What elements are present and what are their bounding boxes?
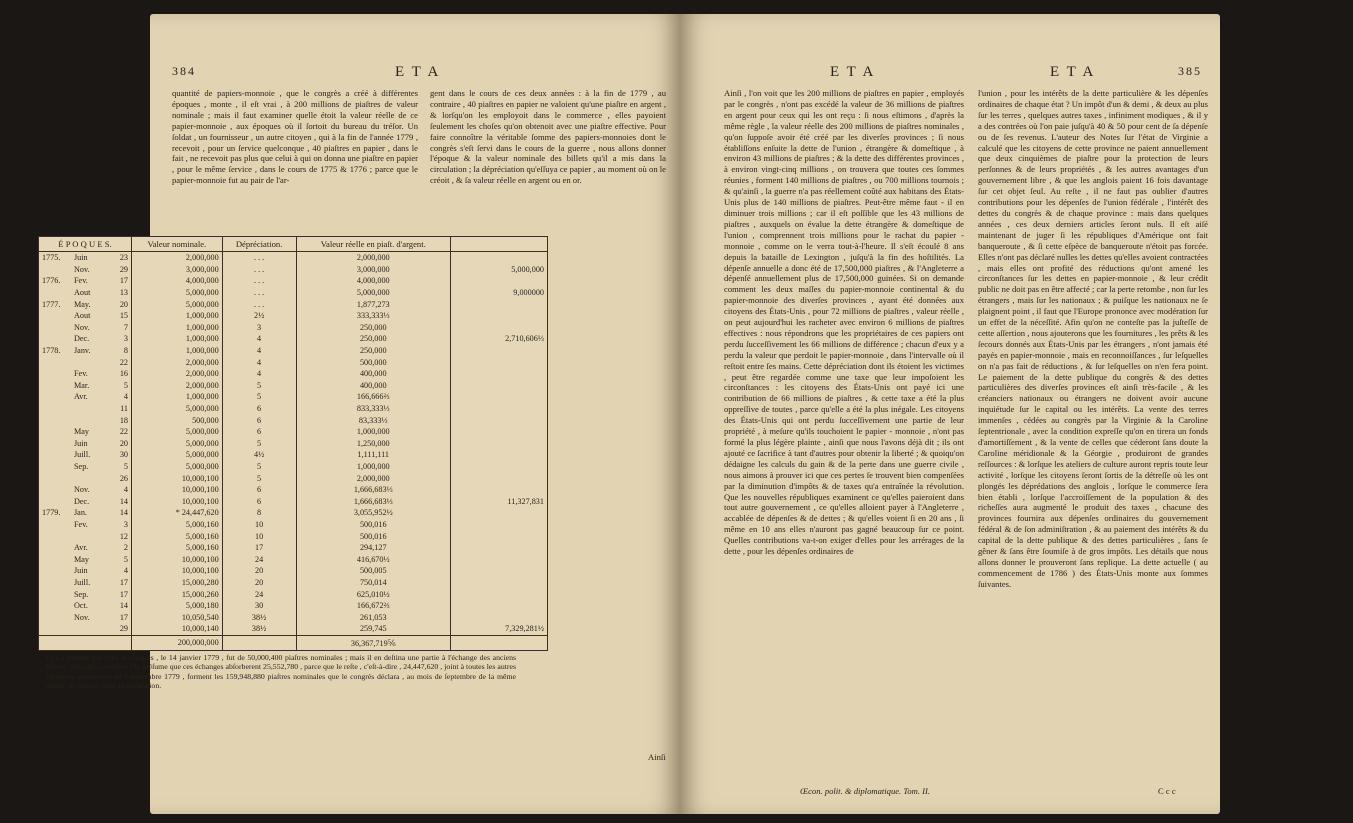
cell-depreciation: 5: [222, 472, 296, 484]
cell-day: 20: [119, 299, 128, 309]
cell-real: 400,000: [296, 380, 450, 392]
cell-real: 1,000,000: [296, 461, 450, 473]
table-row: [39, 414, 548, 426]
cell-real: 1,666,683⅓: [296, 495, 450, 507]
cell-nominal: 2,000,000: [132, 252, 223, 264]
cell-depreciation: 38½: [222, 611, 296, 623]
cell-month: Nov.: [74, 485, 90, 495]
cell-subtotal: [451, 252, 548, 264]
cell-year: [39, 600, 72, 612]
cell-subtotal: [451, 438, 548, 450]
cell-subtotal: [451, 368, 548, 380]
cell-depreciation: 4: [222, 345, 296, 357]
cell-day: 14: [119, 508, 128, 518]
cell-real: 333,333⅓: [296, 310, 450, 322]
text-column-1: [724, 88, 964, 557]
cell-subtotal: 7,329,281½: [451, 623, 548, 635]
cell-day: 4: [123, 485, 128, 495]
cell-year: [39, 461, 72, 473]
table-row: [39, 472, 548, 484]
cell-day: 29: [119, 264, 128, 274]
cell-depreciation: 20: [222, 577, 296, 589]
cell-nominal: 5,000,000: [132, 438, 223, 450]
cell-month: Aout: [74, 288, 91, 298]
cell-nominal: 10,000,140: [132, 623, 223, 635]
footer-title: Œcon. polit. & diplomatique. Tom. II.: [800, 786, 931, 796]
cell-month: Juin: [74, 253, 88, 263]
cell-nominal: 1,000,000: [132, 391, 223, 403]
table-row: [39, 403, 548, 415]
table-row: [39, 380, 548, 392]
cell-month: Fev.: [74, 519, 88, 529]
cell-day: 3: [123, 519, 128, 529]
cell-year: [39, 426, 72, 438]
cell-month: Mar.: [74, 380, 90, 390]
cell-real: 500,000: [296, 356, 450, 368]
cell-month: [71, 414, 103, 426]
cell-depreciation: . . .: [222, 275, 296, 287]
cell-nominal: 5,000,000: [132, 449, 223, 461]
cell-subtotal: [451, 600, 548, 612]
table-row: [39, 264, 548, 276]
cell-year: [39, 588, 72, 600]
cell-real: 625,010½: [296, 588, 450, 600]
cell-real: 261,053: [296, 611, 450, 623]
cell-day: 16: [119, 369, 128, 379]
cell-depreciation: 6: [222, 495, 296, 507]
cell-month: Fev.: [74, 276, 88, 286]
cell-subtotal: 9,000000: [451, 287, 548, 299]
cell-day: 13: [119, 288, 128, 298]
cell-depreciation: . . .: [222, 287, 296, 299]
cell-real: 1,666,683⅓: [296, 484, 450, 496]
table-row: [39, 287, 548, 299]
cell-subtotal: [451, 565, 548, 577]
table-row: [39, 600, 548, 612]
cell-real: 3,000,000: [296, 264, 450, 276]
cell-year: [39, 356, 72, 368]
cell-nominal: 4,000,000: [132, 275, 223, 287]
cell-depreciation: 3: [222, 322, 296, 334]
cell-nominal: 5,000,000: [132, 461, 223, 473]
cell-nominal: * 24,447,620: [132, 507, 223, 519]
cell-subtotal: [451, 310, 548, 322]
cell-nominal: 1,000,000: [132, 310, 223, 322]
cell-real: 250,000: [296, 345, 450, 357]
cell-depreciation: 4: [222, 333, 296, 345]
cell-real: 1,250,000: [296, 438, 450, 450]
cell-real: 1,000,000: [296, 426, 450, 438]
cell-nominal: 2,000,000: [132, 368, 223, 380]
cell-subtotal: 2,710,606⅓: [451, 333, 548, 345]
cell-real: 3,055,952½: [296, 507, 450, 519]
cell-subtotal: 11,327,831: [451, 495, 548, 507]
cell-depreciation: 24: [222, 588, 296, 600]
text-column-2: [430, 88, 666, 186]
cell-day: 5: [123, 461, 128, 471]
cell-real: 166,672⅔: [296, 600, 450, 612]
cell-month: Juill.: [74, 577, 91, 587]
cell-nominal: 5,000,160: [132, 542, 223, 554]
cell-year: 1779.: [39, 507, 72, 519]
cell-real: 4,000,000: [296, 275, 450, 287]
table-row: [39, 611, 548, 623]
table-row: [39, 530, 548, 542]
cell-depreciation: 6: [222, 426, 296, 438]
cell-month: Nov.: [74, 264, 90, 274]
cell-subtotal: [451, 553, 548, 565]
table-row: [39, 565, 548, 577]
cell-year: [39, 403, 72, 415]
table-row: [39, 577, 548, 589]
signature-mark: C c c: [1158, 786, 1176, 796]
cell-day: 12: [119, 531, 128, 541]
cell-nominal: 10,000,100: [132, 484, 223, 496]
table-row: [39, 426, 548, 438]
cell-year: [39, 414, 72, 426]
cell-real: 250,000: [296, 322, 450, 334]
cell-nominal: 2,000,000: [132, 356, 223, 368]
cell-month: Oct.: [74, 601, 88, 611]
running-head-left: E T A: [830, 64, 876, 80]
cell-year: [39, 310, 72, 322]
cell-depreciation: 6: [222, 484, 296, 496]
table-row: [39, 542, 548, 554]
cell-depreciation: 4: [222, 356, 296, 368]
cell-depreciation: 24: [222, 553, 296, 565]
cell-nominal: 1,000,000: [132, 345, 223, 357]
table-row: [39, 391, 548, 403]
cell-day: 23: [119, 253, 128, 263]
cell-year: 1775.: [39, 252, 72, 264]
table-row: [39, 588, 548, 600]
col-header-real: Valeur réelle en piaſt. d'argent.: [296, 237, 450, 252]
table-row: [39, 275, 548, 287]
cell-subtotal: [451, 414, 548, 426]
cell-subtotal: [451, 391, 548, 403]
cell-day: 26: [119, 473, 128, 483]
cell-depreciation: 20: [222, 565, 296, 577]
cell-depreciation: 5: [222, 380, 296, 392]
table-cell: [222, 635, 296, 650]
cell-subtotal: [451, 484, 548, 496]
cell-nominal: 500,000: [132, 414, 223, 426]
cell-month: Juin: [74, 566, 88, 576]
cell-nominal: 5,000,000: [132, 426, 223, 438]
paragraph: quantité de papiers-monnoie , que le congrès a créé à différentes époques , monte , il eſt vrai , à 200 millions de piaſtres de valeur nominale ; mais il faut examiner quelle étoit la valeur réelle de ce papier-monnoie , aux époques où il ſortoit du bureau du tréſor. Un ſoldat , un fournisseur , un autre citoyen , qui à la fin de l'année 1779 , recevoit , pour un ſervice quelconque , 40 piaſtres en papier , dans le fait , ne recevoit pas plus que celui à qui on donna une piaſtre en papier , pour le même ſervice , dans le cours de 1775 & 1776 ; parce que le papier-monnoie fut au pair de l'ar-: [172, 88, 418, 186]
cell-year: [39, 530, 72, 542]
cell-subtotal: [451, 298, 548, 310]
cell-depreciation: 38½: [222, 623, 296, 635]
table-row: [39, 519, 548, 531]
cell-year: [39, 484, 72, 496]
cell-year: 1776.: [39, 275, 72, 287]
cell-subtotal: [451, 472, 548, 484]
cell-month: May.: [74, 299, 91, 309]
cell-day: 30: [119, 450, 128, 460]
cell-year: [39, 577, 72, 589]
cell-subtotal: [451, 380, 548, 392]
cell-day: 8: [123, 346, 128, 356]
table-row: [39, 356, 548, 368]
cell-real: 750,014: [296, 577, 450, 589]
cell-real: 500,016: [296, 530, 450, 542]
cell-month: [71, 472, 103, 484]
cell-subtotal: [451, 426, 548, 438]
col-header-depreciation: Dépréciation.: [222, 237, 296, 252]
cell-depreciation: 4: [222, 368, 296, 380]
cell-month: May: [74, 427, 90, 437]
cell-real: 250,000: [296, 333, 450, 345]
cell-month: Dec.: [74, 334, 90, 344]
cell-day: 20: [119, 438, 128, 448]
cell-month: Dec.: [74, 496, 90, 506]
cell-month: Juill.: [74, 450, 91, 460]
cell-subtotal: [451, 461, 548, 473]
cell-subtotal: [451, 530, 548, 542]
cell-depreciation: 10: [222, 519, 296, 531]
cell-day: 3: [123, 334, 128, 344]
cell-year: [39, 472, 72, 484]
table-row: [39, 322, 548, 334]
cell-nominal: 10,000,100: [132, 495, 223, 507]
col-header-nominal: Valeur nominale.: [132, 237, 223, 252]
paragraph: gent dans le cours de ces deux années : à la fin de 1779 , au contraire , 40 piaſtres en papier ne valoient qu'une piaſtre en argent , & lorſqu'on les employoit dans le commerce , elles payoient ſeulement les choſes qu'on obtenoit avec une piaſtre effective. Pour faire connoître la véritable ſomme des papiers-monnoies dont le congrès s'eſt ſervi dans le cours de la guerre , nous allons donner l'époque & la valeur nominale des billets qu'il a mis dans la circulation ; la dépréciation qu'eſſuya ce papier , au moment où on le créoit , & ſa valeur réelle en argent ou en or.: [430, 88, 666, 186]
table-row: [39, 368, 548, 380]
cell-subtotal: 5,000,000: [451, 264, 548, 276]
cell-real: 2,000,000: [296, 252, 450, 264]
cell-subtotal: [451, 542, 548, 554]
cell-day: 14: [119, 601, 128, 611]
table-row: [39, 507, 548, 519]
cell-real: 500,016: [296, 519, 450, 531]
cell-subtotal: [451, 577, 548, 589]
cell-nominal: 5,000,160: [132, 530, 223, 542]
cell-year: [39, 391, 72, 403]
table-row: [39, 553, 548, 565]
cell-real: 500,005: [296, 565, 450, 577]
cell-year: [39, 495, 72, 507]
cell-real: 5,000,000: [296, 287, 450, 299]
cell-month: Janv.: [74, 346, 91, 356]
total-real: 36,367,719⅚: [296, 635, 450, 650]
page-number: 385: [1178, 64, 1202, 78]
cell-day: 14: [119, 496, 128, 506]
cell-depreciation: 6: [222, 414, 296, 426]
cell-day: 17: [119, 276, 128, 286]
cell-month: Aout: [74, 311, 91, 321]
cell-depreciation: . . .: [222, 264, 296, 276]
footnote: ( ) La ſomme que vota le congrès , le 14 janvier 1779 , fut de 50,000,400 piaſtres nominales ; mais il en deſtina une partie à l'échange des anciens billets , ſans dire combien. On préſume que ces échanges abſorberent 25,552,780 , parce que le reſte , c'eſt-à-dire , 24,447,620 , joint à toutes les autres créations antérieures au 3 ſeptembre 1779 , forment les 159,948,880 piaſtres nominales que le congrès déclara , au mois de ſeptembre de la même année , ſe trouver dans la circulation.: [46, 653, 516, 691]
running-head: E T A: [395, 64, 441, 80]
right-page: [680, 14, 1220, 814]
cell-real: 400,000: [296, 368, 450, 380]
cell-day: 11: [120, 404, 128, 414]
cell-day: 2: [123, 543, 128, 553]
table-row: [39, 310, 548, 322]
cell-depreciation: 30: [222, 600, 296, 612]
cell-year: [39, 542, 72, 554]
cell-nominal: 2,000,000: [132, 380, 223, 392]
table-row: [39, 449, 548, 461]
cell-real: 1,111,111: [296, 449, 450, 461]
cell-day: 22: [119, 427, 128, 437]
cell-month: Sep.: [74, 461, 89, 471]
depreciation-table: [38, 236, 548, 651]
table-total-row: [39, 635, 548, 650]
cell-depreciation: . . .: [222, 252, 296, 264]
cell-year: [39, 623, 72, 635]
cell-year: [39, 449, 72, 461]
cell-depreciation: 2½: [222, 310, 296, 322]
cell-day: 7: [123, 322, 128, 332]
cell-nominal: 10,000,100: [132, 472, 223, 484]
cell-year: [39, 611, 72, 623]
cell-day: 17: [119, 589, 128, 599]
cell-month: Juin: [74, 438, 88, 448]
cell-year: [39, 519, 72, 531]
cell-day: 17: [119, 577, 128, 587]
cell-month: [71, 356, 103, 368]
cell-month: May: [74, 554, 90, 564]
catchword: Ainſi: [648, 752, 666, 762]
table-header: [39, 237, 548, 252]
cell-day: 4: [123, 392, 128, 402]
table-row: [39, 623, 548, 635]
cell-subtotal: [451, 611, 548, 623]
cell-year: [39, 368, 72, 380]
running-head-right: E T A: [1050, 64, 1096, 80]
cell-month: Sep.: [74, 589, 89, 599]
table-cell: [39, 635, 132, 650]
cell-depreciation: 4½: [222, 449, 296, 461]
cell-subtotal: [451, 507, 548, 519]
cell-subtotal: [451, 275, 548, 287]
table-body: [39, 252, 548, 651]
cell-month: [71, 623, 103, 635]
cell-subtotal: [451, 322, 548, 334]
cell-nominal: 10,000,100: [132, 553, 223, 565]
cell-nominal: 5,000,160: [132, 519, 223, 531]
cell-day: 4: [123, 566, 128, 576]
cell-subtotal: [451, 519, 548, 531]
cell-nominal: 5,000,000: [132, 287, 223, 299]
cell-year: [39, 333, 72, 345]
cell-year: [39, 565, 72, 577]
cell-year: [39, 287, 72, 299]
cell-year: [39, 438, 72, 450]
cell-nominal: 5,000,000: [132, 403, 223, 415]
text-column-1: [172, 88, 418, 186]
cell-subtotal: [451, 345, 548, 357]
cell-month: Avr.: [74, 543, 88, 553]
cell-depreciation: 10: [222, 530, 296, 542]
paragraph: l'union , pour les intérêts de la dette particulière & les dépenſes ordinaires de chaque état ? Un impôt d'un & demi , & deux au plus ſur les terres , quelques autres taxes , infiniment modiques , & il y a des contrées où l'on paie juſqu'à 40 & 50 pour cent de ſa dépenſe ou de ſes revenus. L'auteur des Notes ſur l'état de Virginie a calculé que les citoyens de cette province ne paient annuellement que deux cinquièmes de piaſtre pour la protection de leurs perſonnes & de leurs propriétés , & les autres avantages d'un gouvernement libre , & que les anglois paient 16 fois davantage ſur cet objet ſeul. Au reſte , il ne faut pas oublier d'autres contributions pour les dépenſes de l'union fédérale , l'intérêt des dettes du congrès & de chaque province : mais dans quelques années , ces deux derniers articles ſeront nuls. Il eſt aiſé maintenant de juger ſi les républiques d'Amérique ont fait banqueroute , & ſi cette eſpèce de banqueroute n'étoit pas forcée. Elles n'ont pas déclaré nulles les dettes qu'elles avoient contractées , mais elles ont profité des réductions qu'ont amené les circonſtances ſur les dettes en papier-monnoie , & leur crédit public ne doit pas en être affecté ; car la perte retombe , non ſur les étrangers , mais ſur les nationaux ; & puiſque les nationaux ne ſe plaignent point , il faut que l'Europe prononce avec modération ſur un effet de la néceſſité. Afin qu'on ne conteſte pas la juſteſſe de cette aſſertion , nous ajouterons que les fournitures , les prêts & les ſecours donnés aux États-Unis par les étrangers , n'ont jamais été payés en papier-monnoie , mais en reconnoiſſances , ſur leſquelles on n'a pas fait de réductions , & ſur leſquelles on n'en fera point. Le paiement de la dette publique du congrès & des dettes particulières des diverſes provinces eſt ainſi très-facile , & les créanciers nationaux ou étrangers ne doivent avoir aucune inquiétude ſur le capital ou les intérêts. La vente des terres immenſes , cédées au congrès par la Virginie & la Caroline ſeptentrionale , avec la condition expreſſe qu'on en tirera un fonds d'amortiſſement , & la vente de celles que céderont ſans doute la Caroline méridionale & la Géorgie , produiront de grandes reſſources : & lorſque les ateliers de culture auront repris toute leur activité , lorſque les citoyens ſeront ſortis de la détreſſe où les ont plongés les déprédations des anglois , lorſque le commerce ſera bien établi , lorſque l'accroiſſement de la population & des richeſſes aura augmenté le produit des taxes , chacune des provinces fournira aux dépenſes ordinaires du gouvernement fédéral & de ſon adminiſtration , & au paiement des intérêts & du capital de la dette publique & des dettes particulières , ſans ſe gêner & ſans être ſoumiſe à de gros impôts. Les détails que nous allons donner le prouveront ſans replique. La dette actuelle ( au commencement de 1786 ) des États-Unis monte aux ſommes ſuivantes.: [978, 88, 1208, 589]
cell-year: [39, 264, 72, 276]
cell-month: [71, 530, 103, 542]
col-header-subtotal: [451, 237, 548, 252]
cell-year: [39, 553, 72, 565]
cell-real: 833,333⅓: [296, 403, 450, 415]
table-row: [39, 333, 548, 345]
cell-day: 5: [123, 380, 128, 390]
cell-month: [71, 403, 103, 415]
cell-subtotal: [451, 588, 548, 600]
cell-month: Avr.: [74, 392, 88, 402]
cell-day: 17: [119, 612, 128, 622]
cell-depreciation: 6: [222, 403, 296, 415]
cell-depreciation: 8: [222, 507, 296, 519]
cell-day: 5: [123, 554, 128, 564]
cell-subtotal: [451, 449, 548, 461]
cell-month: Nov.: [74, 322, 90, 332]
cell-real: 259,745: [296, 623, 450, 635]
cell-nominal: 15,000,280: [132, 577, 223, 589]
cell-real: 83,333⅓: [296, 414, 450, 426]
text-column-2: [978, 88, 1208, 590]
cell-subtotal: [451, 356, 548, 368]
cell-real: 2,000,000: [296, 472, 450, 484]
cell-nominal: 5,000,000: [132, 298, 223, 310]
table-cell: [451, 635, 548, 650]
table-row: [39, 438, 548, 450]
cell-year: 1778.: [39, 345, 72, 357]
cell-day: 29: [119, 624, 128, 634]
cell-nominal: 10,050,540: [132, 611, 223, 623]
cell-nominal: 1,000,000: [132, 322, 223, 334]
table-row: [39, 495, 548, 507]
cell-nominal: 3,000,000: [132, 264, 223, 276]
cell-real: 294,127: [296, 542, 450, 554]
table-row: [39, 461, 548, 473]
cell-nominal: 1,000,000: [132, 333, 223, 345]
table-row: [39, 345, 548, 357]
col-header-epoques: É P O Q U E S.: [39, 237, 132, 252]
cell-nominal: 15,000,260: [132, 588, 223, 600]
cell-month: Nov.: [74, 612, 90, 622]
cell-day: 15: [119, 311, 128, 321]
cell-nominal: 5,000,180: [132, 600, 223, 612]
cell-depreciation: 5: [222, 438, 296, 450]
total-nominal: 200,000,000: [132, 635, 223, 650]
cell-subtotal: [451, 403, 548, 415]
cell-real: 166,666⅔: [296, 391, 450, 403]
cell-real: 416,670½: [296, 553, 450, 565]
cell-real: 1,877,273: [296, 298, 450, 310]
cell-day: 22: [119, 357, 128, 367]
cell-nominal: 10,000,100: [132, 565, 223, 577]
cell-depreciation: 17: [222, 542, 296, 554]
cell-month: Fev.: [74, 369, 88, 379]
cell-day: 18: [119, 415, 128, 425]
cell-year: 1777.: [39, 298, 72, 310]
table-row: [39, 484, 548, 496]
cell-depreciation: 5: [222, 461, 296, 473]
page-number: 384: [172, 64, 196, 78]
table-row: [39, 298, 548, 310]
table-row: [39, 252, 548, 264]
cell-year: [39, 322, 72, 334]
cell-year: [39, 380, 72, 392]
paragraph: Ainſi , l'on voit que les 200 millions de piaſtres en papier , employés par le congrès , n'ont pas excédé la valeur de 36 millions de piaſtres en argent pour ceux qui les ont reçu : ſi nous eſtimons , d'après la même règle , la valeur réelle des 200 millions de piaſtres nominales , qu'on ſuppoſe avoir été créé par les diverſes provinces ; ſi nous établiſſons enſuite la dette de l'union , étrangère & domeſtique , à environ 43 millions de piaſtres ; & la dette des différentes provinces , à environ vingt-cinq millions , on trouvera que toutes ces ſommes réunies , forment 140 millions de piaſtres , ou 700 millions tournois ; & qu'ainſi , la guerre n'a pas réellement coûté aux habitans des États-Unis plus de 140 millions de piaſtres. Peut-être même faut - il en diminuer trois millions ; car il eſt poſſible que les 43 millions de piaſtres , auxquels on évalue la dette étrangère & domeſtique de l'union , comprennent trois millions pour le rachat du papier - monnoie , comme on le verra tout-à-l'heure. Il s'eſt écoulé 8 ans depuis la bataille de Lexington , juſqu'à la fin des hoſtilités. La dépenſe annuelle a donc été de 17,500,000 piaſtres , & l'Angleterre a dépenſé annuellement plus de 17,500,000 guinées. Si on demande comment les deux maſſes du papier-monnoie continental & du papier-monnoie des diverſes provinces , ayant été données aux citoyens des États-Unis , pour 72 millions de piaſtres , valeur réelle , on peut aujourd'hui les racheter avec environ 6 millions de piaſtres effectives : nous répondrons que les propriétaires de ces papiers ont perdu ſucceſſivement les 66 millions de différence ; chacun d'eux y a perdu la valeur que perdoit le papier-monnoie , dans l'intervalle où il reſtoit entre ſes mains. Cette dépréciation dont ils étoient les victimes , peut être regardée comme une taxe que leur impoſoient les circonſtances : les citoyens des États-Unis ont payé ici une contribution de 66 millions de piaſtres , & cette taxe a été la plus oppreſſive de toutes , parce qu'elle a été la plus inégale. Les citoyens des États-Unis qui ont perdu ſucceſſivement une partie de leur propriété , à meſure qu'ils touchoient le papier - monnoie , n'ont pas formé la plus légère plainte , ainſi que nous l'avons déjà dit ; ils ont ajouté ce ſacrifice à tant d'autres pour obtenir la liberté ; & quoiqu'on dédaigne les calculs du gain & de la perte dans une guerre civile , nous aimons à prouver ici que ces pertes ſe trouvent bien compenſées par la diminution d'impôts & de taxes qu'a entraînée la révolution. Que les nouvelles républiques examinent ce qu'elles paieroient dans tout autre gouvernement , ce qu'elles alloient payer à l'Angleterre , accablée de dépenſes & de dettes ; & qu'elles voient ſi en 20 ans , ſi même en 10 ans elles n'auront pas gagné beaucoup ſur ce point. Quelles contributions va-t-on exiger d'elles pour les arrérages de la dette , pour les dépenſes ordinaires de: [724, 88, 964, 557]
cell-depreciation: 5: [222, 391, 296, 403]
cell-depreciation: . . .: [222, 298, 296, 310]
cell-month: Jan.: [74, 508, 87, 518]
